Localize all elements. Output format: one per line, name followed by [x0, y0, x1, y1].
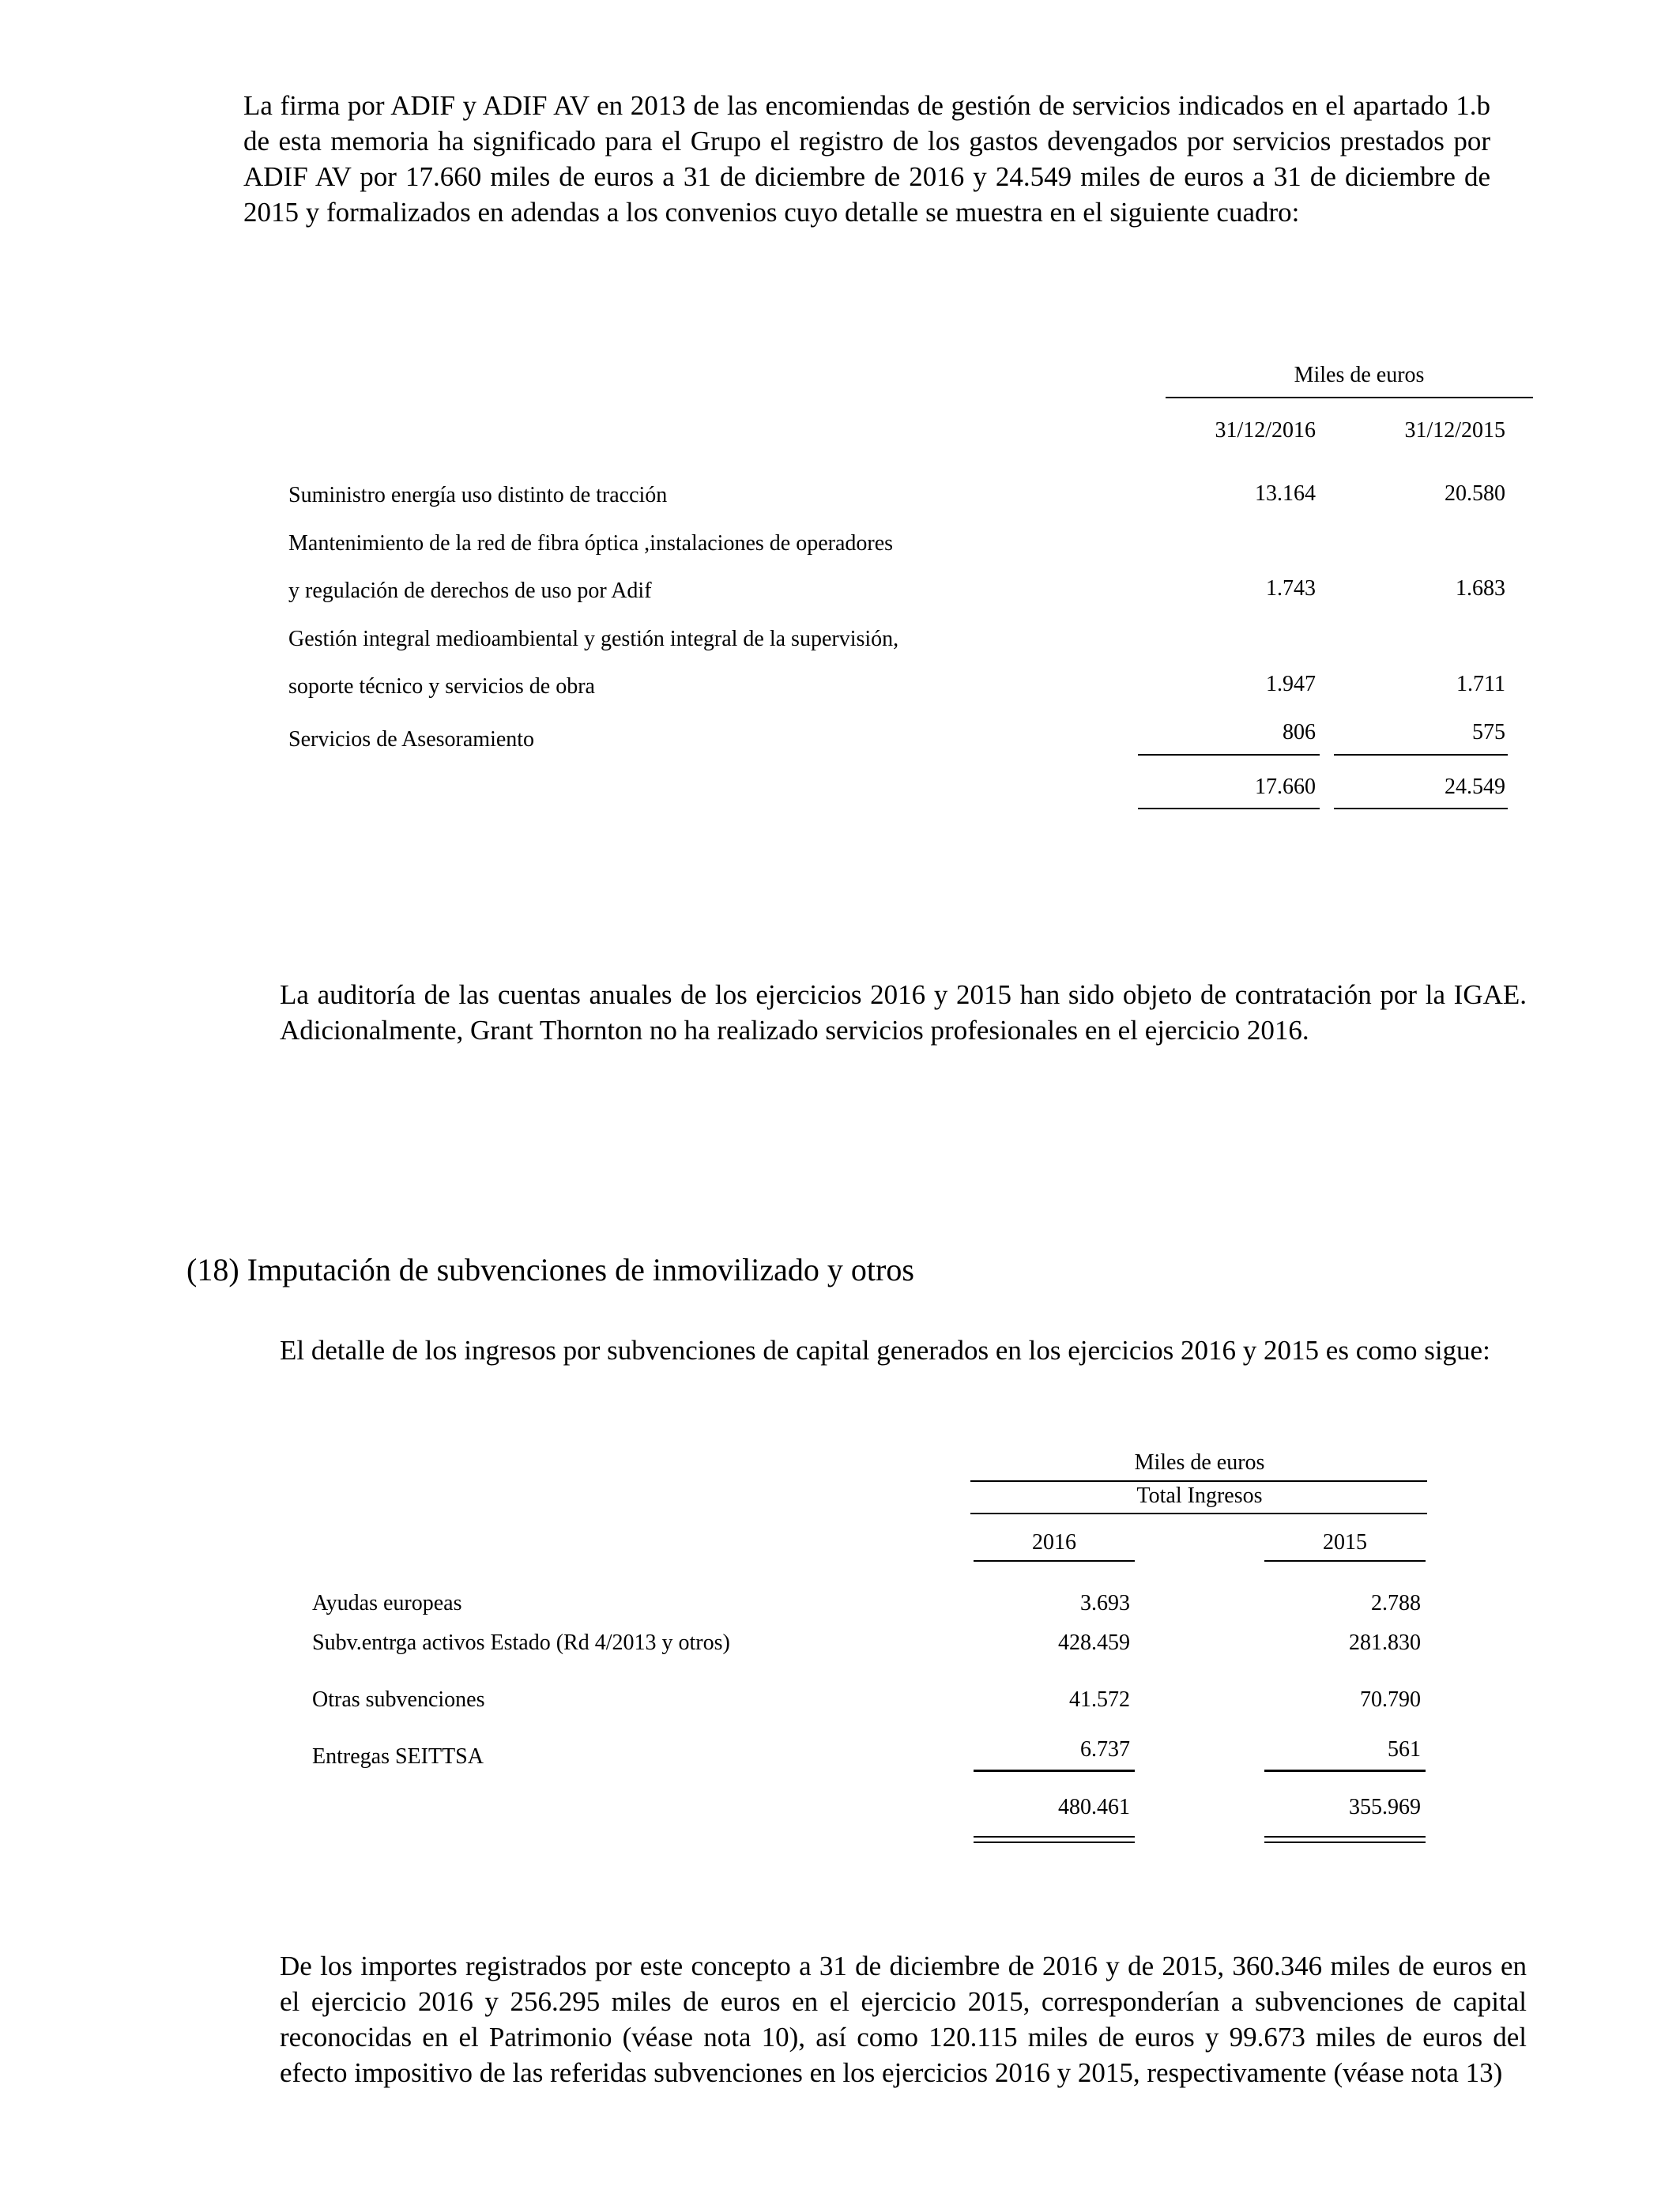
table2-subtotal-rule-2016 — [974, 1770, 1135, 1772]
section-heading: (18) Imputación de subvenciones de inmovilizado y otros — [186, 1252, 914, 1287]
table1-row-value-2015: 1.711 — [1456, 672, 1505, 696]
table1-row-label: Servicios de Asesoramiento — [288, 727, 535, 752]
table2-col-rule-2016 — [974, 1560, 1135, 1562]
table2-subheader: Total Ingresos — [1136, 1483, 1263, 1508]
grants-intro-paragraph: El detalle de los ingresos por subvenciones de capital generados en los ejercicios 2016 y 2015 es como sigue: — [280, 1335, 1490, 1366]
table1-col-2015: 31/12/2015 — [1404, 418, 1505, 443]
table2-row-value-2015: 281.830 — [1349, 1630, 1421, 1655]
table2-total-double-rule-2016 — [974, 1836, 1135, 1843]
table1-row-value-2015: 20.580 — [1445, 481, 1505, 506]
table2-row-label: Ayudas europeas — [312, 1591, 462, 1615]
table1-col-2016: 31/12/2016 — [1215, 418, 1316, 443]
table2-row-value-2016: 41.572 — [1069, 1687, 1130, 1712]
intro-paragraph: La firma por ADIF y ADIF AV en 2013 de las encomiendas de gestión de servicios indicados en el apartado 1.b de esta memoria ha significado para el Grupo el registro de los gastos devengados por servicios prestados por ADIF AV por 17.660 miles de euros a 31 de diciembre de 2016 y 24.549 miles de euros a 31 de diciembre de 2015 y formalizados en adendas a los convenios cuyo detalle se muestra en el siguiente cuadro: — [243, 90, 1490, 228]
table2-subheader-rule — [970, 1513, 1427, 1514]
table1-header-rule — [1166, 397, 1533, 398]
table2-total-double-rule-2015 — [1264, 1836, 1426, 1843]
table1-total-rule-2015 — [1334, 808, 1508, 809]
table1-unit-header: Miles de euros — [1294, 363, 1425, 387]
table2-total-2016: 480.461 — [1058, 1795, 1130, 1819]
table2-col-rule-2015 — [1264, 1560, 1426, 1562]
table2-row-value-2016: 3.693 — [1080, 1591, 1130, 1615]
table2-row-label: Otras subvenciones — [312, 1687, 485, 1712]
table2-col-2015: 2015 — [1323, 1530, 1367, 1555]
table2-subtotal-rule-2015 — [1264, 1770, 1426, 1772]
table2-unit-header: Miles de euros — [1134, 1450, 1265, 1475]
table1-row-value-2016: 13.164 — [1255, 481, 1316, 506]
table2-unit-rule — [970, 1480, 1427, 1482]
table2-row-value-2015: 2.788 — [1371, 1591, 1421, 1615]
table1-subtotal-rule-2015 — [1334, 754, 1508, 756]
closing-paragraph: De los importes registrados por este concepto a 31 de diciembre de 2016 y de 2015, 360.346 miles de euros en el ejercicio 2016 y 256.295 miles de euros en el ejercicio 2015, corresponderían a subvenciones de capital reconocidas en el Patrimonio (véase nota 10), así como 120.115 miles de euros y 99.673 miles de euros del efecto impositivo de las referidas subvenciones en los ejercicios 2016 y 2015, respectivamente (véase nota 13) — [280, 1951, 1527, 2088]
table1-row-label: Mantenimiento de la red de fibra óptica ,instalaciones de operadores — [288, 531, 894, 556]
table1-row-value-2015: 1.683 — [1456, 576, 1505, 601]
table1-row-value-2016: 1.743 — [1266, 576, 1316, 601]
table1-row-label: Gestión integral medioambiental y gestión integral de la supervisión, — [288, 627, 899, 651]
table1-row-label-cont: soporte técnico y servicios de obra — [288, 674, 595, 699]
table1-row-label-cont: y regulación de derechos de uso por Adif — [288, 579, 652, 603]
table1-total-2015: 24.549 — [1445, 775, 1505, 799]
table1-row-value-2015: 575 — [1472, 720, 1505, 745]
table2-total-2015: 355.969 — [1349, 1795, 1421, 1819]
table1-total-2016: 17.660 — [1255, 775, 1316, 799]
table1-subtotal-rule-2016 — [1138, 754, 1320, 756]
table1-row-label: Suministro energía uso distinto de tracción — [288, 483, 668, 507]
table2-row-value-2016: 428.459 — [1058, 1630, 1130, 1655]
table1-total-rule-2016 — [1138, 808, 1320, 809]
table1-row-value-2016: 1.947 — [1266, 672, 1316, 696]
table1-row-value-2016: 806 — [1283, 720, 1316, 745]
table2-col-2016: 2016 — [1032, 1530, 1076, 1555]
table2-row-value-2016: 6.737 — [1080, 1737, 1130, 1762]
audit-paragraph: La auditoría de las cuentas anuales de los ejercicios 2016 y 2015 han sido objeto de contratación por la IGAE. Adicionalmente, Grant Thornton no ha realizado servicios profesionales en el ejercicio 2016. — [280, 979, 1527, 1046]
table2-row-value-2015: 70.790 — [1360, 1687, 1421, 1712]
table2-row-label: Subv.entrga activos Estado (Rd 4/2013 y otros) — [312, 1630, 730, 1655]
table2-row-label: Entregas SEITTSA — [312, 1744, 484, 1769]
table2-row-value-2015: 561 — [1388, 1737, 1421, 1762]
